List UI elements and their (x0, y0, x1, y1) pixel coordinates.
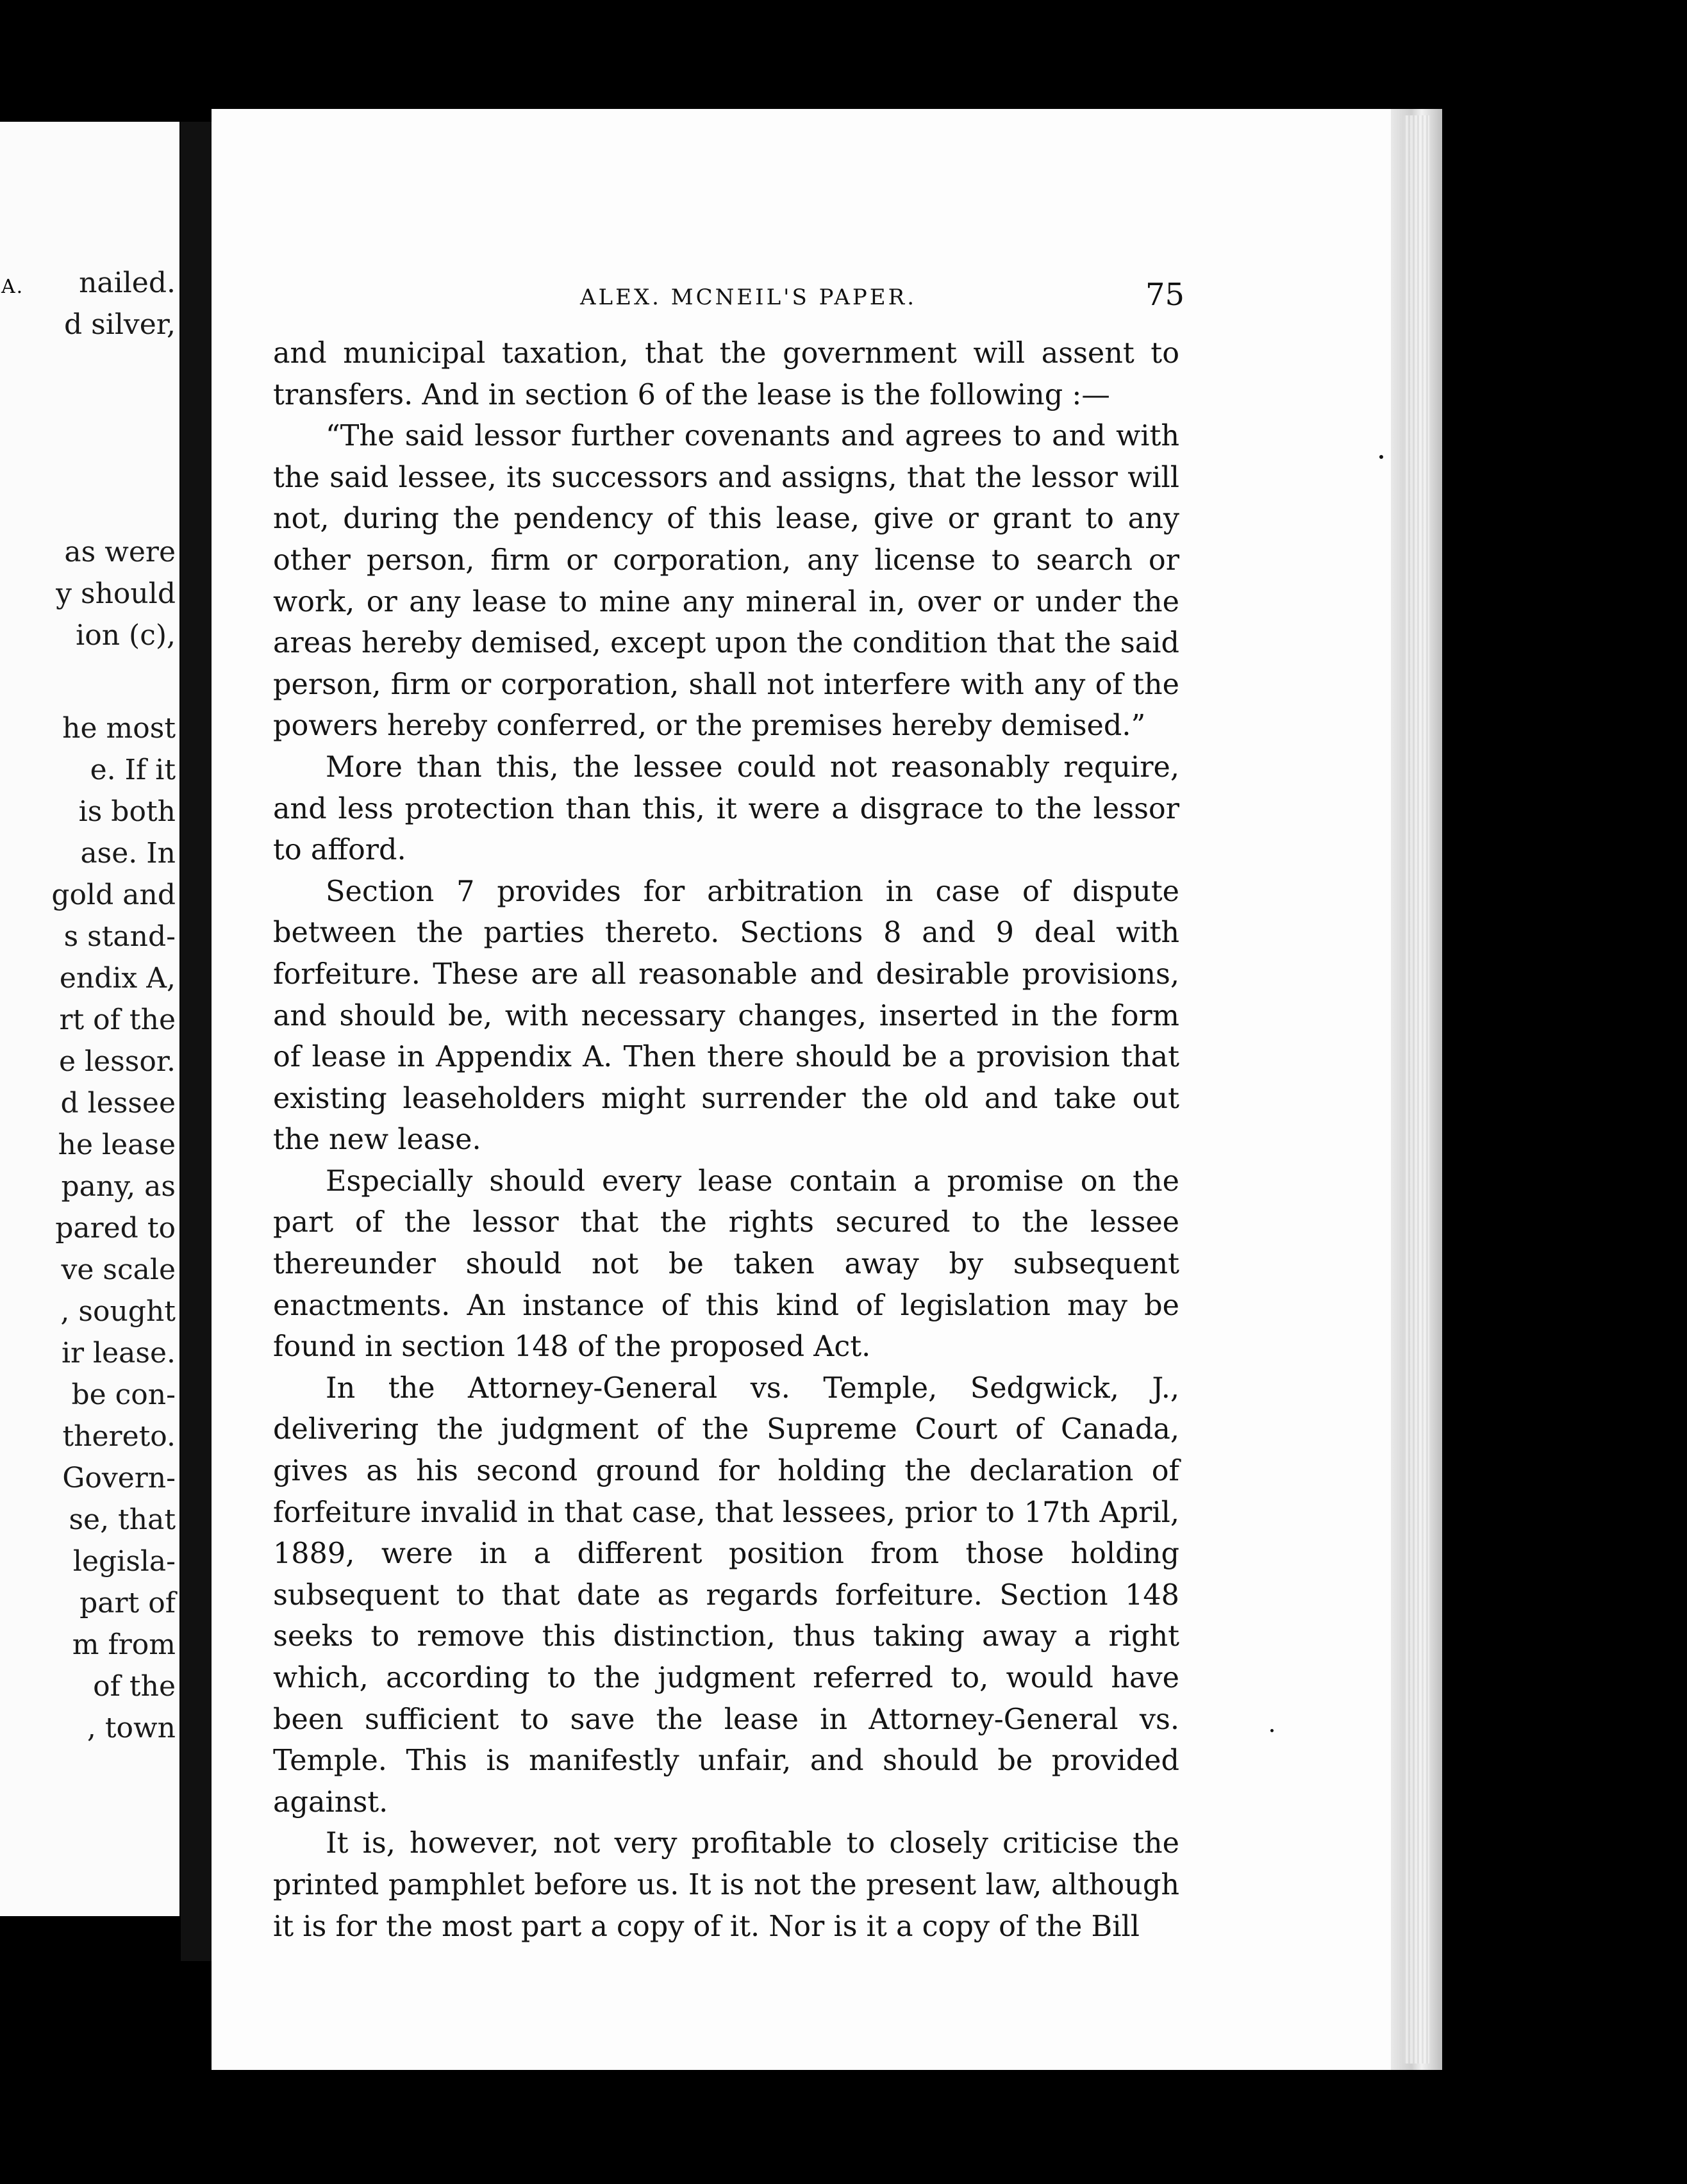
previous-page-line-fragment: be con- (71, 1378, 176, 1411)
previous-page-line-fragment: s stand- (63, 920, 176, 953)
body-text (273, 333, 1179, 1948)
previous-page-line-fragment: ase. In (80, 837, 176, 870)
previous-page-line-fragment: part of (79, 1587, 176, 1619)
previous-page-line-fragment: he lease (58, 1129, 176, 1161)
previous-page-running-head: A. (1, 276, 24, 298)
previous-page-line-fragment: d silver, (64, 308, 176, 341)
scan-speck (1270, 1729, 1274, 1732)
previous-page-line-fragment: Govern- (62, 1462, 176, 1494)
previous-page-line-fragment: se, that (69, 1503, 176, 1536)
previous-page-line-fragment: is both (78, 795, 176, 828)
previous-page-line-fragment: , town (87, 1712, 176, 1744)
paragraph-continuation: and municipal taxation, that the government will assent to transfers. And in section 6 of the lease is the following :— (273, 337, 1179, 411)
previous-page-line-fragment: m from (72, 1628, 176, 1661)
previous-page-line-fragment: e. If it (90, 754, 176, 786)
page-stack-edge-lines (1404, 115, 1429, 2064)
page-number: 75 (1145, 277, 1185, 313)
previous-page-line-fragment: y should (56, 577, 176, 610)
previous-page-line-fragment: pany, as (61, 1170, 176, 1203)
book-page (212, 109, 1404, 2070)
previous-page-line-fragment: as were (64, 536, 176, 568)
paragraph: It is, however, not very profitable to closely criticise the printed pamphlet before us. It is not the present law, although it is for the most part a copy of it. Nor is it a copy of the Bill (273, 1827, 1179, 1943)
book-gutter (181, 122, 212, 1961)
previous-page-line-fragment: he most (62, 712, 176, 745)
paragraph: Especially should every lease contain a promise on the part of the lessor that the rights secured to the lessee thereunder should not be taken away by subsequent enactments. An instance of this kind of legislation may be found in section 148 of the proposed Act. (273, 1164, 1179, 1364)
paragraph: More than this, the lessee could not reasonably require, and less protection than this, it were a disgrace to the lessor to afford. (273, 750, 1179, 867)
paragraph: Section 7 provides for arbitration in case of dispute between the parties thereto. Sections 8 and 9 deal with forfeiture. These are all reasonable and desirable provisions, and should be, with necessary changes, inserted in the form of lease in Appendix A. Then there should be a provision that existing leaseholders might surrender the old and take out the new lease. (273, 875, 1179, 1157)
previous-page-line-fragment: of the (93, 1670, 176, 1703)
scan-speck (1379, 455, 1383, 459)
previous-page-line-fragment: nailed. (79, 267, 176, 299)
previous-page-line-fragment: ve scale (61, 1253, 176, 1286)
previous-page-line-fragment: ion (c), (76, 619, 176, 652)
page-header (212, 276, 1404, 327)
previous-page-line-fragment: ir lease. (61, 1337, 176, 1369)
previous-page-line-fragment: legisla- (72, 1545, 176, 1578)
previous-page-line-fragment: endix A, (59, 962, 176, 995)
previous-page (0, 122, 179, 1916)
previous-page-line-fragment: e lessor. (59, 1045, 176, 1078)
previous-page-line-fragment: pared to (55, 1212, 176, 1245)
previous-page-line-fragment: d lessee (60, 1087, 176, 1120)
previous-page-line-fragment: gold and (51, 879, 176, 911)
lease-quotation: “The said lessor further covenants and agrees to and with the said lessee, its successors and assigns, that the lessor will not, during the pendency of this lease, give or grant to any other person, firm or corporation, any license to search or work, or any lease to mine any mineral in, over or under the areas hereby demised, except upon the condition that the said person, firm or corporation, shall not interfere with any of the powers hereby conferred, or the premises hereby demised.” (273, 420, 1179, 743)
previous-page-line-fragment: rt of the (59, 1004, 176, 1036)
running-head: ALEX. MCNEIL'S PAPER. (580, 285, 917, 310)
previous-page-line-fragment: , sought (60, 1295, 176, 1328)
paragraph: In the Attorney-General vs. Temple, Sedgwick, J., delivering the judgment of the Supreme Court of Canada, gives as his second ground for holding the declaration of forfeiture invalid in that case, that lessees, prior to 17th April, 1889, were in a different position from those holding subsequent to that date as regards forfeiture. Section 148 seeks to remove this distinction, thus taking away a right which, according to the judgment referred to, would have been sufficient to save the lease in Attorney-General vs. Temple. This is manifestly unfair, and should be provided against. (273, 1371, 1179, 1819)
previous-page-line-fragment: thereto. (62, 1420, 176, 1453)
